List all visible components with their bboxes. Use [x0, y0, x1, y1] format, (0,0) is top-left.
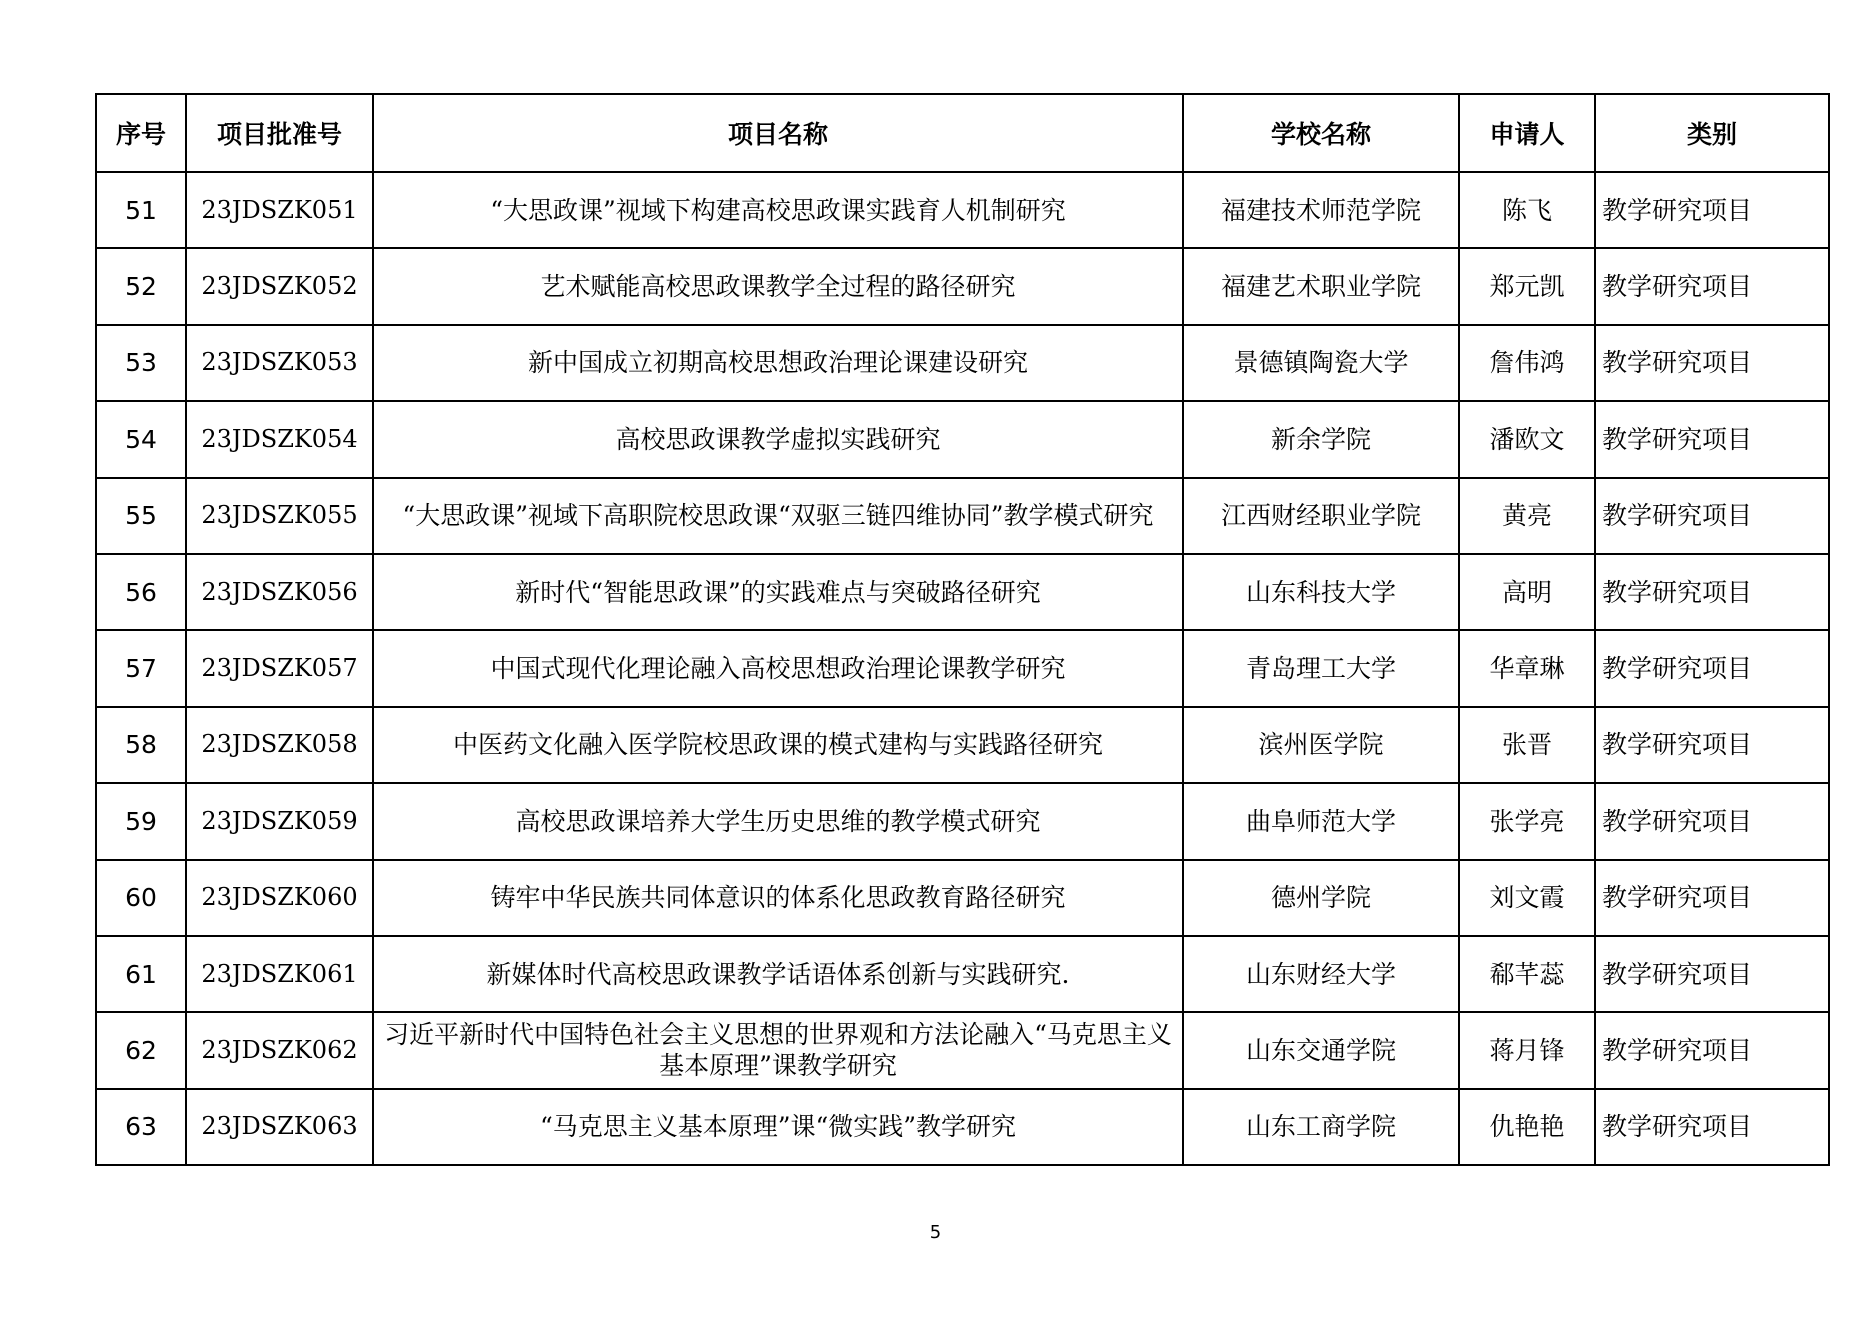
header-category: 类别 [1595, 94, 1829, 172]
project-table-container [95, 93, 1828, 1166]
cell-school: 山东科技大学 [1183, 554, 1459, 630]
cell-code: 23JDSZK051 [186, 172, 373, 248]
cell-code: 23JDSZK061 [186, 936, 373, 1012]
cell-code: 23JDSZK056 [186, 554, 373, 630]
cell-project-name: 新中国成立初期高校思想政治理论课建设研究 [373, 325, 1183, 401]
cell-project-name: “大思政课”视域下构建高校思政课实践育人机制研究 [373, 172, 1183, 248]
cell-category: 教学研究项目 [1595, 325, 1829, 401]
cell-school: 曲阜师范大学 [1183, 783, 1459, 859]
cell-project-name: 习近平新时代中国特色社会主义思想的世界观和方法论融入“马克思主义基本原理”课教学研究 [373, 1012, 1183, 1088]
cell-school: 山东交通学院 [1183, 1012, 1459, 1088]
cell-school: 福建艺术职业学院 [1183, 248, 1459, 324]
cell-applicant: 郗芊蕊 [1459, 936, 1595, 1012]
cell-project-name: “大思政课”视域下高职院校思政课“双驱三链四维协同”教学模式研究 [373, 478, 1183, 554]
cell-applicant: 郑元凯 [1459, 248, 1595, 324]
cell-index: 52 [96, 248, 186, 324]
table-row [96, 707, 1829, 783]
table-header [96, 94, 1829, 172]
header-index: 序号 [96, 94, 186, 172]
page-number: 5 [929, 1222, 942, 1243]
cell-project-name: 高校思政课教学虚拟实践研究 [373, 401, 1183, 477]
cell-school: 江西财经职业学院 [1183, 478, 1459, 554]
cell-code: 23JDSZK054 [186, 401, 373, 477]
cell-index: 60 [96, 860, 186, 936]
cell-applicant: 张学亮 [1459, 783, 1595, 859]
cell-school: 新余学院 [1183, 401, 1459, 477]
cell-index: 62 [96, 1012, 186, 1088]
cell-code: 23JDSZK060 [186, 860, 373, 936]
project-table [95, 93, 1830, 1166]
cell-applicant: 黄亮 [1459, 478, 1595, 554]
cell-project-name: “马克思主义基本原理”课“微实践”教学研究 [373, 1089, 1183, 1165]
cell-code: 23JDSZK053 [186, 325, 373, 401]
cell-index: 61 [96, 936, 186, 1012]
header-applicant: 申请人 [1459, 94, 1595, 172]
cell-category: 教学研究项目 [1595, 860, 1829, 936]
cell-category: 教学研究项目 [1595, 1012, 1829, 1088]
cell-school: 青岛理工大学 [1183, 630, 1459, 706]
cell-code: 23JDSZK055 [186, 478, 373, 554]
cell-school: 德州学院 [1183, 860, 1459, 936]
cell-project-name: 新时代“智能思政课”的实践难点与突破路径研究 [373, 554, 1183, 630]
cell-index: 54 [96, 401, 186, 477]
cell-project-name: 中医药文化融入医学院校思政课的模式建构与实践路径研究 [373, 707, 1183, 783]
cell-project-name: 艺术赋能高校思政课教学全过程的路径研究 [373, 248, 1183, 324]
cell-category: 教学研究项目 [1595, 172, 1829, 248]
cell-category: 教学研究项目 [1595, 401, 1829, 477]
table-row [96, 478, 1829, 554]
cell-project-name: 铸牢中华民族共同体意识的体系化思政教育路径研究 [373, 860, 1183, 936]
cell-index: 63 [96, 1089, 186, 1165]
cell-index: 55 [96, 478, 186, 554]
cell-school: 景德镇陶瓷大学 [1183, 325, 1459, 401]
table-row [96, 401, 1829, 477]
header-school: 学校名称 [1183, 94, 1459, 172]
cell-category: 教学研究项目 [1595, 248, 1829, 324]
table-row [96, 630, 1829, 706]
cell-code: 23JDSZK058 [186, 707, 373, 783]
cell-applicant: 詹伟鸿 [1459, 325, 1595, 401]
cell-school: 滨州医学院 [1183, 707, 1459, 783]
cell-category: 教学研究项目 [1595, 554, 1829, 630]
cell-category: 教学研究项目 [1595, 478, 1829, 554]
cell-code: 23JDSZK063 [186, 1089, 373, 1165]
cell-applicant: 高明 [1459, 554, 1595, 630]
table-row [96, 325, 1829, 401]
table-body [96, 172, 1829, 1165]
cell-applicant: 刘文霞 [1459, 860, 1595, 936]
table-row [96, 248, 1829, 324]
cell-index: 57 [96, 630, 186, 706]
cell-category: 教学研究项目 [1595, 783, 1829, 859]
cell-school: 山东工商学院 [1183, 1089, 1459, 1165]
cell-school: 山东财经大学 [1183, 936, 1459, 1012]
cell-school: 福建技术师范学院 [1183, 172, 1459, 248]
cell-project-name: 中国式现代化理论融入高校思想政治理论课教学研究 [373, 630, 1183, 706]
cell-index: 51 [96, 172, 186, 248]
table-row [96, 783, 1829, 859]
table-row [96, 860, 1829, 936]
cell-code: 23JDSZK057 [186, 630, 373, 706]
header-row [96, 94, 1829, 172]
table-row [96, 1012, 1829, 1088]
cell-index: 56 [96, 554, 186, 630]
cell-code: 23JDSZK059 [186, 783, 373, 859]
cell-code: 23JDSZK052 [186, 248, 373, 324]
cell-project-name: 高校思政课培养大学生历史思维的教学模式研究 [373, 783, 1183, 859]
cell-code: 23JDSZK062 [186, 1012, 373, 1088]
cell-category: 教学研究项目 [1595, 707, 1829, 783]
table-row [96, 172, 1829, 248]
cell-applicant: 张晋 [1459, 707, 1595, 783]
cell-category: 教学研究项目 [1595, 630, 1829, 706]
cell-index: 58 [96, 707, 186, 783]
cell-index: 59 [96, 783, 186, 859]
cell-applicant: 蒋月锋 [1459, 1012, 1595, 1088]
cell-applicant: 陈飞 [1459, 172, 1595, 248]
table-row [96, 936, 1829, 1012]
cell-category: 教学研究项目 [1595, 1089, 1829, 1165]
cell-applicant: 华章琳 [1459, 630, 1595, 706]
header-project-name: 项目名称 [373, 94, 1183, 172]
cell-index: 53 [96, 325, 186, 401]
table-row [96, 554, 1829, 630]
header-code: 项目批准号 [186, 94, 373, 172]
table-row [96, 1089, 1829, 1165]
cell-project-name: 新媒体时代高校思政课教学话语体系创新与实践研究. [373, 936, 1183, 1012]
cell-category: 教学研究项目 [1595, 936, 1829, 1012]
cell-applicant: 潘欧文 [1459, 401, 1595, 477]
cell-applicant: 仇艳艳 [1459, 1089, 1595, 1165]
